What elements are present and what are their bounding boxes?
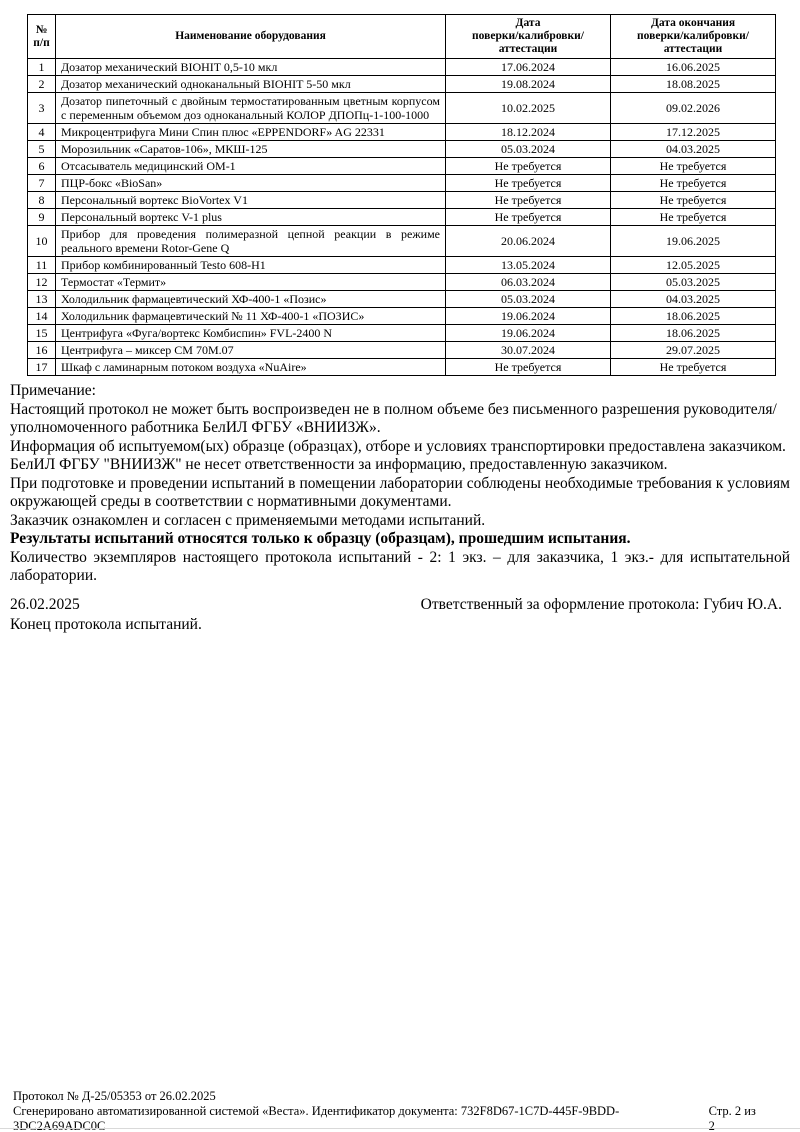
responsible-person: Ответственный за оформление протокола: Губич Ю.А. (420, 595, 782, 613)
verification-date-cell: 18.12.2024 (446, 124, 611, 141)
end-of-protocol-line: Конец протокола испытаний. (10, 615, 202, 633)
verification-date-cell: 20.06.2024 (446, 226, 611, 257)
table-row (28, 342, 776, 359)
verification-date-cell: 06.03.2024 (446, 274, 611, 291)
equipment-table-body (28, 59, 776, 376)
equipment-name-cell: Дозатор пипеточный с двойным термостатированным цветным корпусом с переменным объемом доз одноканальный КОЛОР ДПОПц-1-100-1000 (56, 93, 446, 124)
footer-protocol-number: Протокол № Д-25/05353 от 26.02.2025 (13, 1089, 216, 1103)
verification-date-cell: 05.03.2024 (446, 291, 611, 308)
note-customer-agreement: Заказчик ознакомлен и согласен с применяемыми методами испытаний. (10, 511, 486, 529)
row-number-cell: 12 (28, 274, 56, 291)
row-number-cell: 9 (28, 209, 56, 226)
note-environment-conditions: При подготовке и проведении испытаний в помещении лаборатории соблюдены необходимые требования к условиям окружающей среды в соответствии с нормативными документами. (10, 474, 790, 510)
table-row (28, 308, 776, 325)
expiry-date-cell: 05.03.2025 (611, 274, 776, 291)
row-number-cell: 1 (28, 59, 56, 76)
expiry-date-cell: Не требуется (611, 175, 776, 192)
verification-date-cell: 19.08.2024 (446, 76, 611, 93)
table-row (28, 325, 776, 342)
col-header-expiry-date-line2: поверки/калибровки/аттестации (637, 30, 749, 55)
row-number-cell: 14 (28, 308, 56, 325)
row-number-cell: 13 (28, 291, 56, 308)
expiry-date-cell: Не требуется (611, 192, 776, 209)
col-header-num-line1: № (35, 23, 48, 36)
note-sample-info: Информация об испытуемом(ых) образце (образцах), отборе и условиях транспортировки предоставлена заказчиком. (10, 437, 786, 455)
equipment-name-cell: Термостат «Термит» (56, 274, 446, 291)
expiry-date-cell: 09.02.2026 (611, 93, 776, 124)
col-header-num (28, 15, 56, 59)
equipment-name-cell: Дозатор механический BIOHIT 0,5-10 мкл (56, 59, 446, 76)
row-number-cell: 4 (28, 124, 56, 141)
expiry-date-cell: Не требуется (611, 209, 776, 226)
equipment-name-cell: Отсасыватель медицинский ОМ-1 (56, 158, 446, 175)
col-header-verification-date-line2: поверки/калибровки/аттестации (472, 30, 584, 55)
expiry-date-cell: 18.06.2025 (611, 308, 776, 325)
verification-date-cell: Не требуется (446, 209, 611, 226)
equipment-name-cell: Шкаф с ламинарным потоком воздуха «NuAire» (56, 359, 446, 376)
row-number-cell: 7 (28, 175, 56, 192)
row-number-cell: 5 (28, 141, 56, 158)
equipment-name-cell: Центрифуга – миксер СМ 70М.07 (56, 342, 446, 359)
note-results-scope: Результаты испытаний относятся только к образцу (образцам), прошедшим испытания. (10, 530, 631, 547)
equipment-name-cell: Дозатор механический одноканальный BIOHIT 5-50 мкл (56, 76, 446, 93)
note-copies-count: Количество экземпляров настоящего протокола испытаний - 2: 1 экз. – для заказчика, 1 экз.- для испытательной лаборатории. (10, 548, 790, 584)
row-number-cell: 17 (28, 359, 56, 376)
verification-date-cell: 10.02.2025 (446, 93, 611, 124)
table-row (28, 226, 776, 257)
verification-date-cell: 05.03.2024 (446, 141, 611, 158)
equipment-name-cell: Холодильник фармацевтический № 11 ХФ-400-1 «ПОЗИС» (56, 308, 446, 325)
table-row (28, 175, 776, 192)
verification-date-cell: 19.06.2024 (446, 325, 611, 342)
verification-date-cell: Не требуется (446, 192, 611, 209)
expiry-date-cell: 29.07.2025 (611, 342, 776, 359)
equipment-name-cell: Морозильник «Саратов-106», МКШ-125 (56, 141, 446, 158)
row-number-cell: 16 (28, 342, 56, 359)
page-footer (13, 1089, 765, 1132)
col-header-expiry-date (611, 15, 776, 59)
expiry-date-cell: 04.03.2025 (611, 141, 776, 158)
expiry-date-cell: 17.12.2025 (611, 124, 776, 141)
equipment-name-cell: Центрифуга «Фуга/вортекс Комбиспин» FVL-2400 N (56, 325, 446, 342)
note-responsibility-disclaimer: БелИЛ ФГБУ "ВНИИЗЖ" не несет ответственности за информацию, предоставленную заказчиком. (10, 456, 668, 473)
notes-section (10, 382, 790, 586)
col-header-verification-date (446, 15, 611, 59)
verification-date-cell: Не требуется (446, 359, 611, 376)
equipment-name-cell: Микроцентрифуга Мини Спин плюс «EPPENDORF» AG 22331 (56, 124, 446, 141)
equipment-name-cell: Холодильник фармацевтический ХФ-400-1 «Позис» (56, 291, 446, 308)
expiry-date-cell: Не требуется (611, 158, 776, 175)
equipment-name-cell: Прибор для проведения полимеразной цепной реакции в режиме реального времени Rotor-Gene Q (56, 226, 446, 257)
table-row (28, 141, 776, 158)
col-header-name: Наименование оборудования (56, 15, 446, 59)
row-number-cell: 10 (28, 226, 56, 257)
expiry-date-cell: 19.06.2025 (611, 226, 776, 257)
table-row (28, 192, 776, 209)
table-row (28, 158, 776, 175)
col-header-num-line2: п/п (33, 36, 50, 49)
table-row (28, 291, 776, 308)
row-number-cell: 6 (28, 158, 56, 175)
verification-date-cell: 30.07.2024 (446, 342, 611, 359)
table-row (28, 274, 776, 291)
row-number-cell: 2 (28, 76, 56, 93)
verification-date-cell: 19.06.2024 (446, 308, 611, 325)
protocol-date: 26.02.2025 (10, 595, 80, 613)
row-number-cell: 11 (28, 257, 56, 274)
row-number-cell: 15 (28, 325, 56, 342)
table-header-row (28, 15, 776, 59)
verification-date-cell: Не требуется (446, 175, 611, 192)
col-header-verification-date-line1: Дата (515, 17, 541, 29)
col-header-expiry-date-line1: Дата окончания (650, 17, 736, 29)
signature-row (10, 595, 782, 614)
expiry-date-cell: 16.06.2025 (611, 59, 776, 76)
equipment-name-cell: Персональный вортекс BioVortex V1 (56, 192, 446, 209)
expiry-date-cell: 12.05.2025 (611, 257, 776, 274)
expiry-date-cell: 18.08.2025 (611, 76, 776, 93)
notes-label: Примечание: (10, 382, 96, 399)
table-row (28, 359, 776, 376)
expiry-date-cell: Не требуется (611, 359, 776, 376)
verification-date-cell: 13.05.2024 (446, 257, 611, 274)
table-row (28, 76, 776, 93)
equipment-name-cell: ПЦР-бокс «BioSan» (56, 175, 446, 192)
table-row (28, 209, 776, 226)
verification-date-cell: 17.06.2024 (446, 59, 611, 76)
expiry-date-cell: 04.03.2025 (611, 291, 776, 308)
page-number: Стр. 2 из 2 (708, 1104, 756, 1132)
equipment-table (27, 14, 776, 376)
note-reproduction-restriction: Настоящий протокол не может быть воспроизведен не в полном объеме без письменного разрешения руководителя/уполномоченного работника БелИЛ ФГБУ «ВНИИЗЖ». (10, 400, 777, 436)
footer-generated-info: Сгенерировано автоматизированной системой «Веста». Идентификатор документа: 732F8D67-1C7D-445F-9BDD-3DC2A69ADC0C (13, 1104, 620, 1132)
expiry-date-cell: 18.06.2025 (611, 325, 776, 342)
table-row (28, 124, 776, 141)
table-row (28, 257, 776, 274)
page-bottom-edge (0, 1128, 800, 1129)
table-row (28, 59, 776, 76)
equipment-name-cell: Прибор комбинированный Testo 608-H1 (56, 257, 446, 274)
equipment-name-cell: Персональный вортекс V-1 plus (56, 209, 446, 226)
table-row (28, 93, 776, 124)
row-number-cell: 8 (28, 192, 56, 209)
verification-date-cell: Не требуется (446, 158, 611, 175)
row-number-cell: 3 (28, 93, 56, 124)
